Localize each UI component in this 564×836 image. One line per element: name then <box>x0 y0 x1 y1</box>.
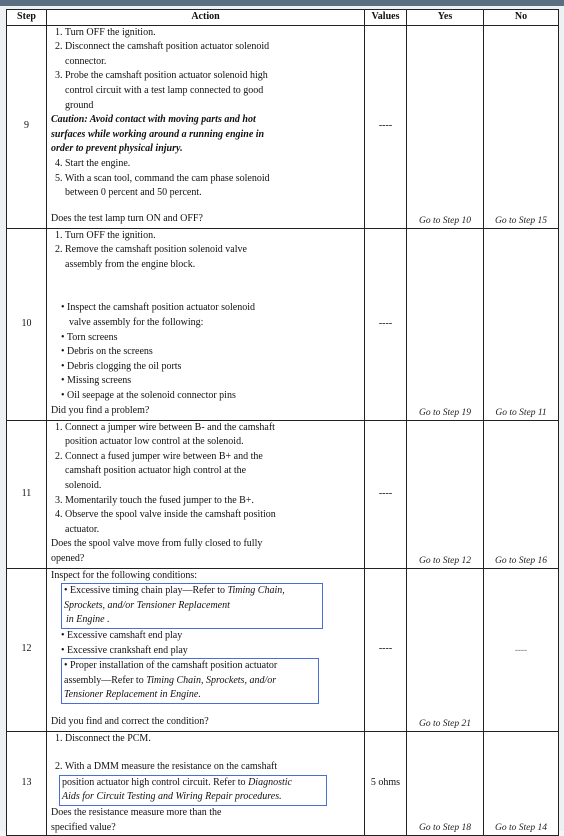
action-line: 2. Remove the camshaft position solenoid valve <box>55 244 247 256</box>
bullet-item: • Debris on the screens <box>61 346 153 358</box>
yes-cell <box>407 25 484 228</box>
reference-box <box>61 658 319 704</box>
no-goto-link[interactable]: Go to Step 14 <box>495 822 547 833</box>
action-line: between 0 percent and 50 percent. <box>65 187 202 199</box>
action-line: 4. Start the engine. <box>55 157 131 169</box>
value-cell: ---- <box>365 228 407 420</box>
action-line: 4. Observe the spool valve inside the camshaft position <box>55 509 276 521</box>
action-line: camshaft position actuator high control at the <box>65 465 247 477</box>
bullet-item: • Debris clogging the oil ports <box>61 360 182 372</box>
action-line: assembly—Refer to Timing Chain, Sprockets, and/or <box>64 674 277 686</box>
action-line: 2. With a DMM measure the resistance on the camshaft <box>55 761 278 773</box>
action-line: 1. Connect a jumper wire between B- and the camshaft <box>55 421 275 433</box>
no-goto-link[interactable]: Go to Step 11 <box>495 407 547 418</box>
bullet-item: • Missing screens <box>61 375 132 387</box>
header-action: Action <box>47 10 365 26</box>
step-number: 10 <box>7 228 47 420</box>
step-number: 11 <box>7 420 47 568</box>
yes-goto-link[interactable]: Go to Step 10 <box>419 215 471 226</box>
action-line: 1. Turn OFF the ignition. <box>55 26 156 38</box>
bullet-item: • Excessive timing chain play—Refer to Timing Chain, <box>64 585 285 597</box>
procedure-reference-link[interactable]: Timing Chain, Sprockets, and/or <box>146 674 277 686</box>
diagnostic-procedure-table <box>6 9 559 836</box>
procedure-reference-link[interactable]: Diagnostic <box>248 776 292 788</box>
no-cell <box>484 731 559 835</box>
question-text: Does the resistance measure more than the <box>51 806 222 818</box>
no-goto-link[interactable]: Go to Step 15 <box>495 215 547 226</box>
action-line: solenoid. <box>65 479 102 491</box>
yes-cell <box>407 731 484 835</box>
question-text: Did you find a problem? <box>51 405 150 416</box>
caution-line: Caution: Avoid contact with moving parts and hot <box>51 114 256 126</box>
step-number: 12 <box>7 568 47 731</box>
action-line: position actuator high control circuit. Refer to Diagnostic <box>62 776 292 788</box>
header-no: No <box>484 10 559 26</box>
action-line: 3. Momentarily touch the fused jumper to the B+. <box>55 494 254 506</box>
action-cell <box>47 228 365 420</box>
procedure-reference-link[interactable]: Timing Chain, <box>227 585 285 597</box>
action-line: position actuator low control at the solenoid. <box>65 436 244 448</box>
value-cell: 5 ohms <box>365 731 407 835</box>
bullet-item: • Torn screens <box>61 331 118 343</box>
caution-line: surfaces while working around a running engine in <box>51 128 265 140</box>
value-cell: ---- <box>365 568 407 731</box>
no-cell <box>484 568 559 731</box>
bullet-item: • Excessive camshaft end play <box>61 629 183 641</box>
question-text: Does the test lamp turn ON and OFF? <box>51 213 203 224</box>
procedure-reference-link[interactable]: Aids for Circuit Testing and Wiring Repair procedures. <box>62 791 282 803</box>
bullet-item: • Inspect the camshaft position actuator solenoid <box>61 302 256 314</box>
action-line: connector. <box>65 55 107 67</box>
bullet-item: • Oil seepage at the solenoid connector pins <box>61 389 236 401</box>
no-goto-link[interactable]: Go to Step 16 <box>495 555 547 566</box>
table-row-step-10 <box>7 228 559 420</box>
value-cell: ---- <box>365 420 407 568</box>
action-line: ground <box>65 99 94 111</box>
procedure-reference-link[interactable]: in Engine . <box>66 614 110 626</box>
table-row-step-11 <box>7 420 559 568</box>
caution-line: order to prevent physical injury. <box>51 143 183 155</box>
action-line: actuator. <box>65 523 100 535</box>
procedure-reference-link[interactable]: Tensioner Replacement in Engine. <box>64 689 201 701</box>
bullet-item: • Proper installation of the camshaft position actuator <box>64 660 278 672</box>
header-yes: Yes <box>407 10 484 26</box>
value-cell: ---- <box>365 25 407 228</box>
table-row-step-12 <box>7 568 559 731</box>
action-cell <box>47 25 365 228</box>
question-text: Does the spool valve move from fully closed to fully <box>51 538 263 550</box>
action-cell <box>47 731 365 835</box>
viewer-top-border <box>0 0 564 6</box>
no-cell <box>484 420 559 568</box>
reference-box <box>59 775 327 806</box>
no-cell <box>484 228 559 420</box>
yes-goto-link[interactable]: Go to Step 21 <box>419 718 471 729</box>
yes-cell <box>407 568 484 731</box>
yes-goto-link[interactable]: Go to Step 19 <box>419 407 471 418</box>
step-number: 13 <box>7 731 47 835</box>
action-line: control circuit with a test lamp connected to good <box>65 84 264 96</box>
question-text: opened? <box>51 552 85 564</box>
action-line: valve assembly for the following: <box>69 316 204 328</box>
action-line: 2. Connect a fused jumper wire between B+ and the <box>55 450 263 462</box>
step-number: 9 <box>7 25 47 228</box>
action-line: assembly from the engine block. <box>65 258 196 270</box>
action-line: Inspect for the following conditions: <box>51 569 198 581</box>
action-cell <box>47 568 365 731</box>
reference-box <box>61 583 323 629</box>
header-step: Step <box>7 10 47 26</box>
header-values: Values <box>365 10 407 26</box>
action-line: 5. With a scan tool, command the cam phase solenoid <box>55 172 270 184</box>
procedure-reference-link[interactable]: Sprockets, and/or Tensioner Replacement <box>64 599 230 611</box>
bullet-item: • Excessive crankshaft end play <box>61 644 188 656</box>
yes-goto-link[interactable]: Go to Step 18 <box>419 822 471 833</box>
table-row-step-13 <box>7 731 559 835</box>
yes-cell <box>407 420 484 568</box>
no-cell <box>484 25 559 228</box>
question-text: Did you find and correct the condition? <box>51 716 209 727</box>
action-line: 2. Disconnect the camshaft position actuator solenoid <box>55 41 270 53</box>
action-line: 3. Probe the camshaft position actuator solenoid high <box>55 70 268 82</box>
action-line: 1. Disconnect the PCM. <box>55 732 151 744</box>
table-row-step-9 <box>7 25 559 228</box>
no-value: ---- <box>515 644 527 655</box>
table-header-row <box>7 10 559 26</box>
yes-cell <box>407 228 484 420</box>
yes-goto-link[interactable]: Go to Step 12 <box>419 555 471 566</box>
action-cell <box>47 420 365 568</box>
question-text: specified value? <box>51 821 116 833</box>
action-line: 1. Turn OFF the ignition. <box>55 229 156 241</box>
